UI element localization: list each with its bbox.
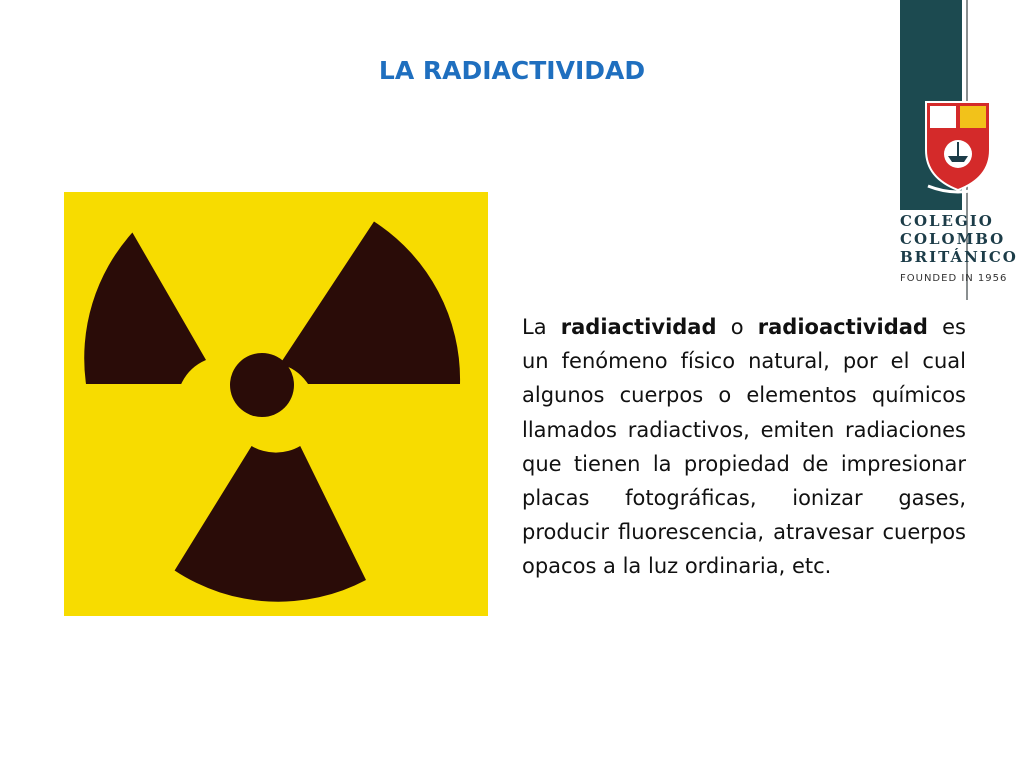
radiation-hazard-icon	[64, 192, 488, 616]
logo-name-line-2: COLOMBO	[900, 230, 1006, 248]
body-paragraph	[522, 310, 966, 584]
term-radioactividad: radioactividad	[757, 315, 928, 339]
paragraph-text-1: La	[522, 315, 561, 339]
logo-name-line-3: BRITÁNICO	[900, 248, 1018, 266]
school-logo	[898, 0, 1024, 300]
slide-title: LA RADIACTIVIDAD	[378, 56, 646, 85]
term-radiactividad: radiactividad	[560, 315, 717, 339]
logo-name-line-1: COLEGIO	[900, 212, 994, 230]
paragraph-text-3: es un fenómeno físico natural, por el cual algunos cuerpos o elementos químicos llamados radiactivos, emiten radiaciones que tienen la propiedad de impresionar placas fotográficas, ionizar gases, producir fluorescencia, atravesar cuerpos opacos a la luz ordinaria, etc.	[522, 315, 966, 579]
crest-shield-icon	[922, 98, 994, 196]
paragraph-text-2: o	[716, 315, 758, 339]
logo-founded-text: FOUNDED IN 1956	[900, 273, 1008, 284]
